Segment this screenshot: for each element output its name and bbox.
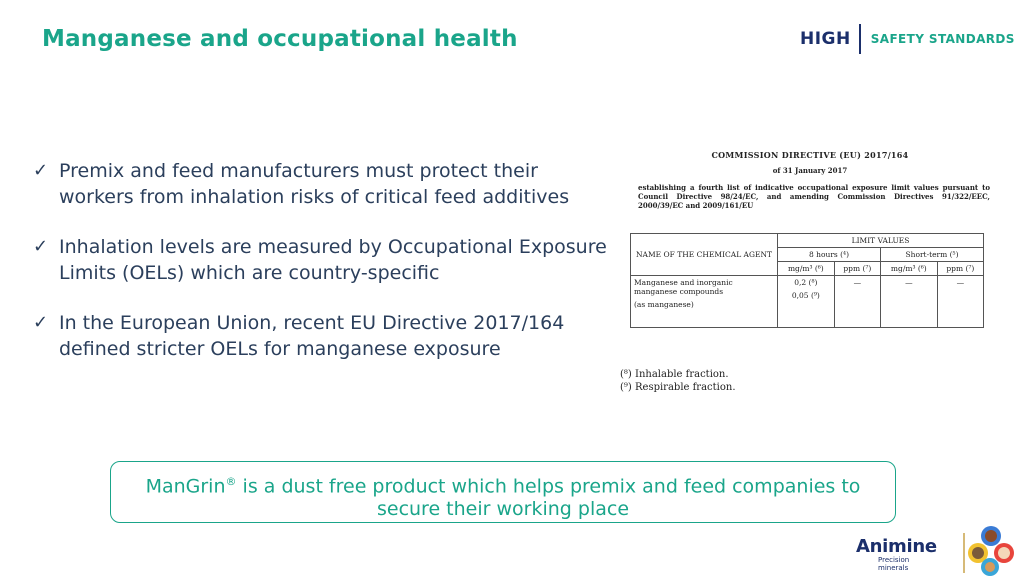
- safety-standards-badge: [800, 22, 1015, 56]
- bullet-item: [33, 310, 613, 362]
- bullet-text: Premix and feed manufacturers must protect their workers from inhalation risks of critical feed additives: [59, 160, 570, 208]
- value-inhalable: 0,2 (⁸): [794, 278, 818, 287]
- col-agent-header: NAME OF THE CHEMICAL AGENT: [631, 234, 778, 276]
- col-8h-header: 8 hours (⁴): [778, 248, 881, 262]
- bullet-list: [33, 158, 613, 386]
- brand-divider: [859, 24, 861, 54]
- callout-text: is a dust free product which helps premix and feed companies to secure their working place: [236, 475, 861, 521]
- logo-tagline: Precision minerals: [878, 556, 910, 572]
- footnote-respirable: (⁹) Respirable fraction.: [620, 382, 736, 393]
- value-cell: [778, 276, 835, 328]
- col-limit-header: LIMIT VALUES: [778, 234, 984, 248]
- checkmark-icon: ✓: [33, 236, 49, 257]
- product-callout: [110, 461, 896, 523]
- directive-description: establishing a fourth list of indicative occupational exposure limit values pursuant to Council Directive 98/24/EC, and amending Commission Directives 91/322/EEC, 2000/39/EC and 2009/161/EU: [638, 183, 990, 210]
- unit-cell: mg/m³ (⁶): [880, 262, 937, 276]
- bullet-text: Inhalation levels are measured by Occupational Exposure Limits (OELs) which are country-specific: [59, 236, 607, 284]
- brand-standards: SAFETY STANDARDS: [870, 32, 1015, 46]
- page-title: Manganese and occupational health: [42, 26, 518, 52]
- brand-high: HIGH: [800, 29, 851, 49]
- animal-mascots-icon: [960, 525, 1020, 576]
- agent-cell: [631, 276, 778, 328]
- col-short-header: Short-term (⁵): [880, 248, 983, 262]
- agent-qualifier: (as manganese): [634, 300, 694, 309]
- bullet-item: [33, 234, 613, 286]
- dash-cell: —: [937, 276, 983, 328]
- registered-mark: ®: [225, 475, 237, 488]
- bullet-text: In the European Union, recent EU Directive 2017/164 defined stricter OELs for manganese exposure: [59, 312, 565, 360]
- unit-cell: ppm (⁷): [834, 262, 880, 276]
- limit-values-table: [630, 233, 984, 328]
- checkmark-icon: ✓: [33, 312, 49, 333]
- unit-cell: ppm (⁷): [937, 262, 983, 276]
- bullet-item: [33, 158, 613, 210]
- animine-logo: [856, 536, 940, 572]
- agent-name: Manganese and inorganic manganese compounds: [634, 278, 733, 296]
- checkmark-icon: ✓: [33, 160, 49, 181]
- directive-date: of 31 January 2017: [772, 166, 848, 175]
- unit-cell: mg/m³ (⁶): [778, 262, 835, 276]
- logo-wordmark: Animine: [856, 536, 937, 557]
- product-name: ManGrin: [145, 475, 226, 498]
- directive-heading: COMMISSION DIRECTIVE (EU) 2017/164: [711, 150, 909, 160]
- footnotes: [620, 368, 736, 394]
- dash-cell: —: [834, 276, 880, 328]
- value-respirable: 0,05 (⁹): [791, 291, 820, 300]
- dash-cell: —: [880, 276, 937, 328]
- directive-excerpt: [620, 150, 1000, 393]
- footnote-inhalable: (⁸) Inhalable fraction.: [620, 369, 729, 380]
